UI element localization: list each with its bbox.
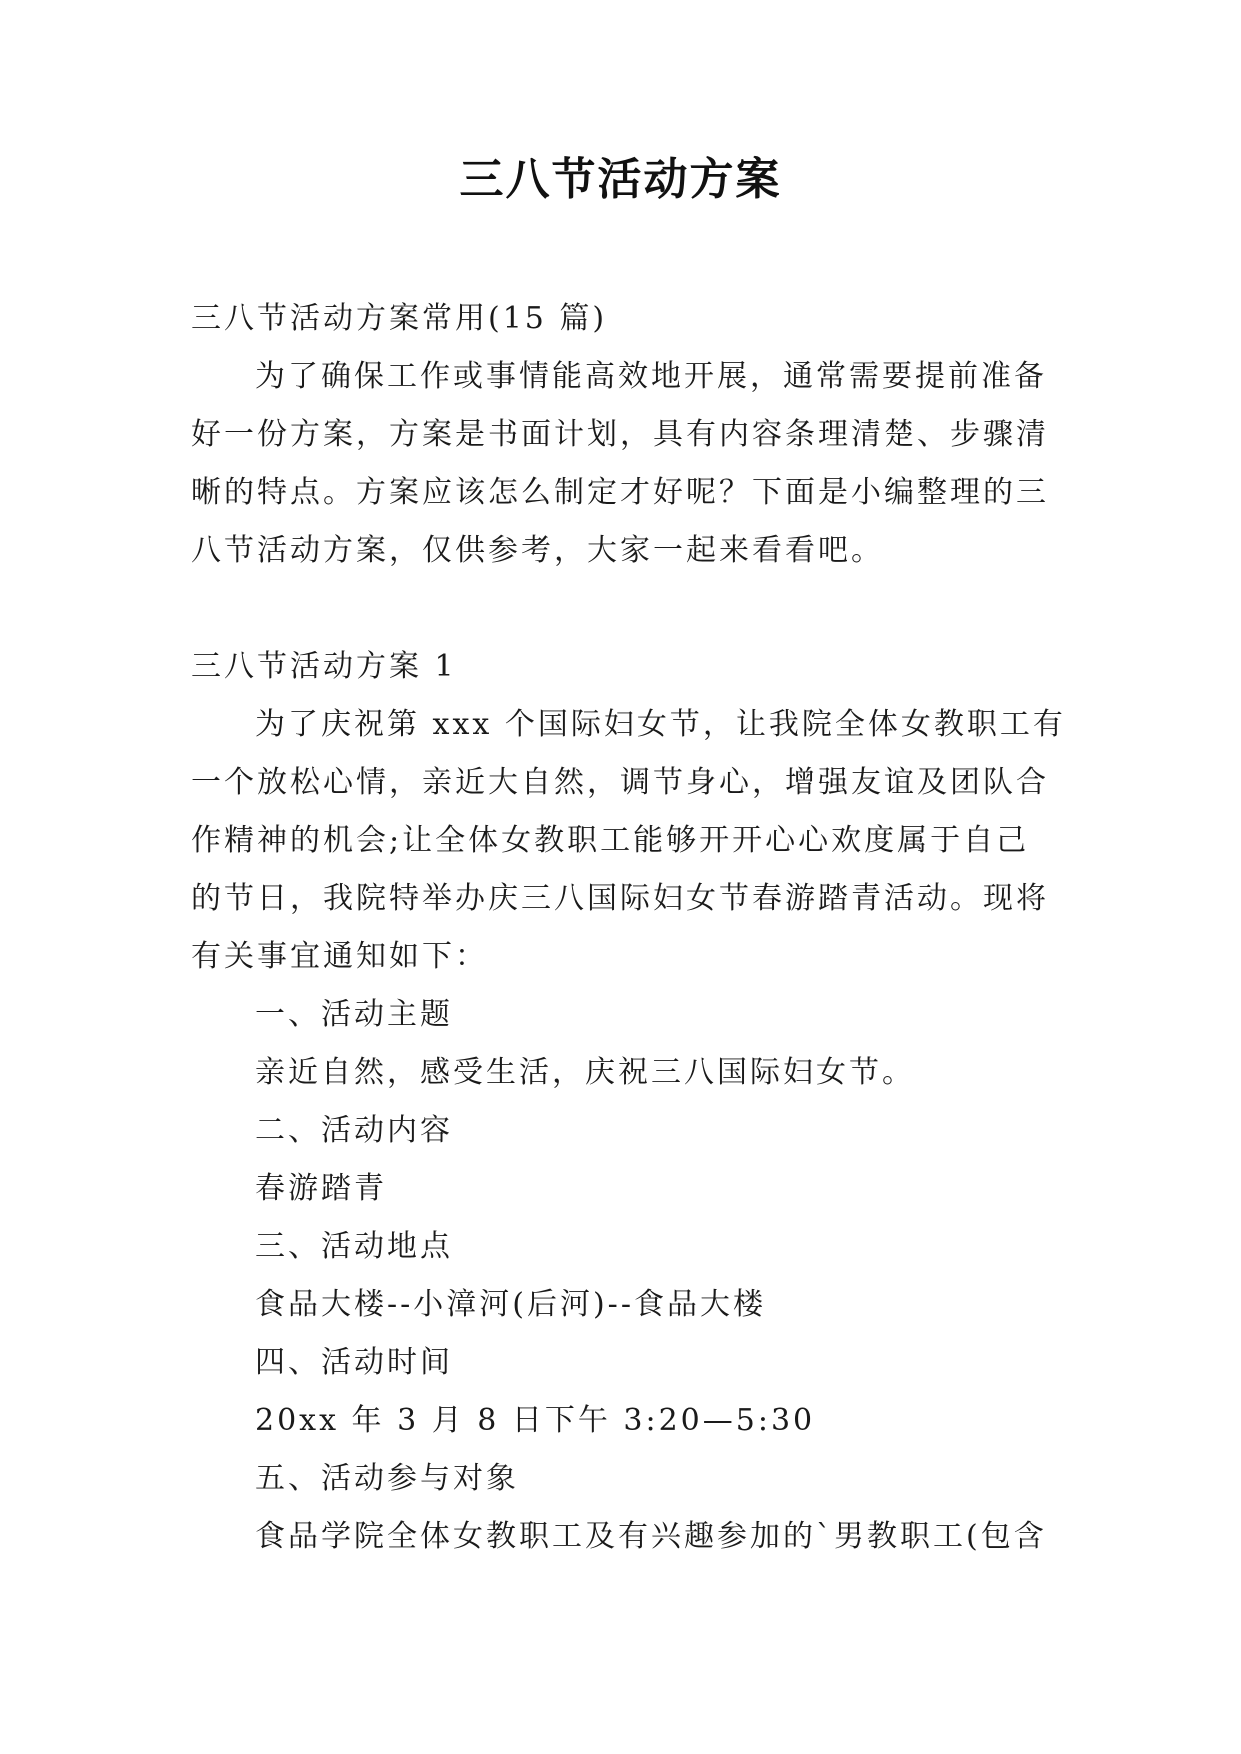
item-heading-participants: 五、活动参与对象 <box>255 1461 519 1496</box>
intro-line: 八节活动方案，仅供参考，大家一起来看看吧。 <box>191 533 884 568</box>
item-heading-theme: 一、活动主题 <box>255 997 453 1032</box>
intro-line: 晰的特点。方案应该怎么制定才好呢？下面是小编整理的三 <box>191 475 1049 510</box>
item-heading-location: 三、活动地点 <box>255 1229 453 1264</box>
section-intro-line: 一个放松心情，亲近大自然，调节身心，增强友谊及团队合 <box>191 765 1049 800</box>
document-subtitle: 三八节活动方案常用(15 篇) <box>191 301 608 336</box>
intro-line: 为了确保工作或事情能高效地开展，通常需要提前准备 <box>255 359 1047 394</box>
item-text-content: 春游踏青 <box>255 1171 387 1206</box>
section-intro-line: 有关事宜通知如下： <box>191 939 488 974</box>
intro-line: 好一份方案，方案是书面计划，具有内容条理清楚、步骤清 <box>191 417 1049 452</box>
paragraph-gap <box>191 580 1051 638</box>
document-body <box>191 290 1066 1566</box>
item-text-participants: 食品学院全体女教职工及有兴趣参加的`男教职工(包含 <box>255 1519 1047 1554</box>
item-text-location: 食品大楼--小漳河(后河)--食品大楼 <box>255 1287 766 1322</box>
section-intro-line: 作精神的机会;让全体女教职工能够开开心心欢度属于自己 <box>191 823 1030 858</box>
item-heading-time: 四、活动时间 <box>255 1345 453 1380</box>
section-heading: 三八节活动方案 1 <box>191 649 457 684</box>
section-intro-line: 的节日，我院特举办庆三八国际妇女节春游踏青活动。现将 <box>191 881 1049 916</box>
section-intro-line: 为了庆祝第 xxx 个国际妇女节，让我院全体女教职工有 <box>255 707 1066 742</box>
item-text-time: 20xx 年 3 月 8 日下午 3:20—5:30 <box>255 1403 816 1438</box>
document-title: 三八节活动方案 <box>459 154 782 205</box>
item-heading-content: 二、活动内容 <box>255 1113 453 1148</box>
item-text-theme: 亲近自然，感受生活，庆祝三八国际妇女节。 <box>255 1055 915 1090</box>
